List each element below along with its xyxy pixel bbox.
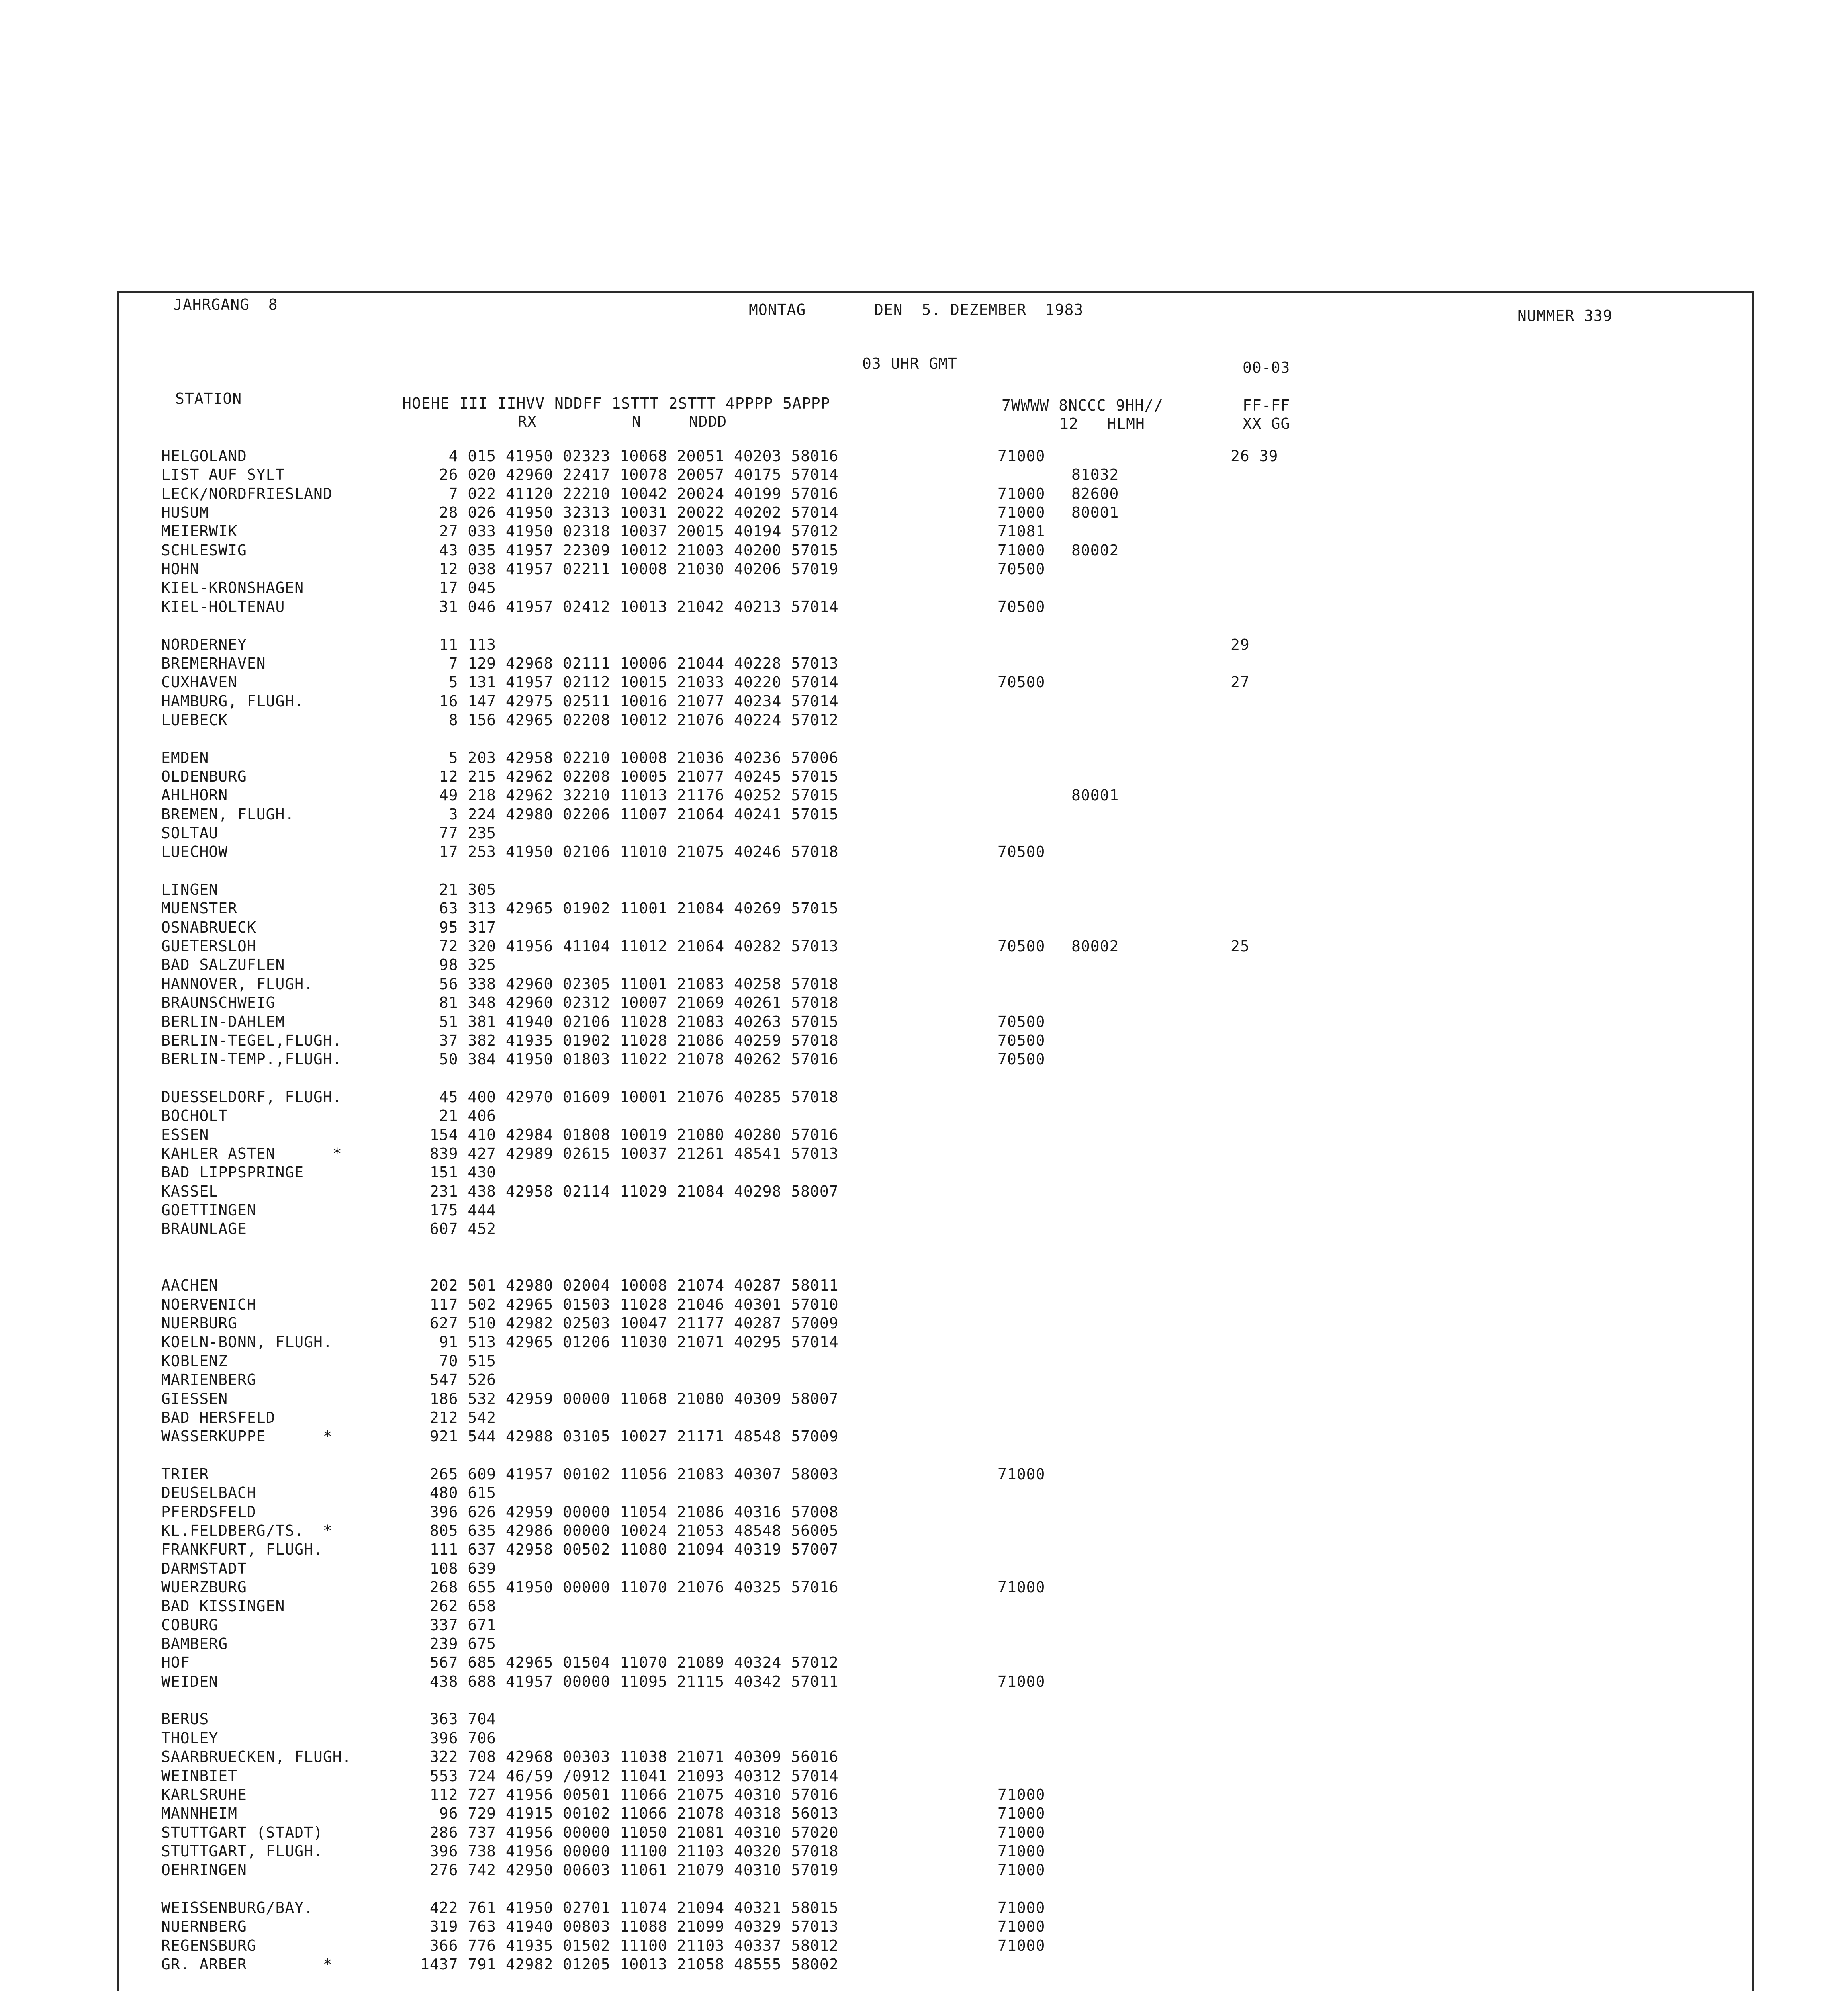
table-row: [0, 447, 1848, 465]
observation-groups: 319 763 41940 00803 11088 21099 40329 57013: [420, 1918, 839, 1935]
table-row: [0, 503, 1848, 522]
observation-groups: 98 325: [420, 956, 497, 974]
table-row: [0, 1352, 1848, 1370]
table-row: [0, 805, 1848, 823]
group7-column-heading: 7WWWW 8NCCC 9HH//: [1002, 397, 1163, 414]
observation-groups: 805 635 42986 00000 10024 21053 48548 56005: [420, 1522, 839, 1539]
station-name: BOCHOLT: [161, 1107, 228, 1125]
station-name: BREMERHAVEN: [161, 655, 266, 672]
station-name: WEISSENBURG/BAY.: [161, 1899, 314, 1917]
station-name: CUXHAVEN: [161, 673, 238, 691]
table-row: [0, 862, 1848, 880]
observation-groups: 21 305: [420, 881, 497, 898]
station-name: AHLHORN: [161, 786, 228, 804]
table-row: [0, 918, 1848, 937]
table-row: [0, 899, 1848, 917]
observation-groups: 422 761 41950 02701 11074 21094 40321 58015: [420, 1899, 839, 1917]
observation-groups: 154 410 42984 01808 10019 21080 40280 57016: [420, 1126, 839, 1144]
observation-groups: 16 147 42975 02511 10016 21077 40234 57014: [420, 692, 839, 710]
group-7: 71000: [998, 1918, 1045, 1935]
observation-groups: 337 671: [420, 1616, 497, 1634]
table-row: [0, 1069, 1848, 1087]
observation-groups: 96 729 41915 00102 11066 21078 40318 56013: [420, 1805, 839, 1822]
observation-groups: 175 444: [420, 1201, 497, 1219]
station-name: SCHLESWIG: [161, 542, 247, 559]
observation-groups: 27 033 41950 02318 10037 20015 40194 57012: [420, 522, 839, 540]
table-row: [0, 1013, 1848, 1031]
group-7: 71000: [998, 1861, 1045, 1879]
table-row: [0, 1936, 1848, 1955]
observation-groups: 366 776 41935 01502 11100 21103 40337 58012: [420, 1937, 839, 1954]
observation-groups: 17 253 41950 02106 11010 21075 40246 57018: [420, 843, 839, 861]
observation-groups: 265 609 41957 00102 11056 21083 40307 58003: [420, 1465, 839, 1483]
observation-groups: 396 706: [420, 1729, 497, 1747]
observation-groups: 12 215 42962 02208 10005 21077 40245 57015: [420, 768, 839, 785]
observation-groups: 51 381 41940 02106 11028 21083 40263 57015: [420, 1013, 839, 1031]
table-row: [0, 1408, 1848, 1427]
station-name: HANNOVER, FLUGH.: [161, 975, 314, 993]
observation-groups: 186 532 42959 00000 11068 21080 40309 58007: [420, 1390, 839, 1408]
station-name: HOF: [161, 1654, 190, 1671]
group-8: 80001: [1071, 504, 1119, 521]
table-row: [0, 1427, 1848, 1445]
station-name: WUERZBURG: [161, 1578, 247, 1596]
group-7: 71000: [998, 1937, 1045, 1954]
observation-groups: 56 338 42960 02305 11001 21083 40258 57018: [420, 975, 839, 993]
table-row: [0, 1767, 1848, 1785]
table-row: [0, 730, 1848, 748]
group-7: 71000: [998, 485, 1045, 503]
observation-groups: 553 724 46/59 /0912 11041 21093 40312 57014: [420, 1767, 839, 1785]
group-8: 82600: [1071, 485, 1119, 503]
observation-groups: 607 452: [420, 1220, 497, 1238]
table-row: [0, 1390, 1848, 1408]
table-row: [0, 1710, 1848, 1728]
table-row: [0, 1503, 1848, 1521]
groups-column-subheading: RX N NDDD: [518, 413, 727, 430]
observation-groups: 12 038 41957 02211 10008 21030 40206 57019: [420, 560, 839, 578]
group-7: 71000: [998, 1824, 1045, 1841]
table-row: [0, 1823, 1848, 1842]
table-row: [0, 1107, 1848, 1125]
station-name: KARLSRUHE: [161, 1786, 247, 1803]
table-row: [0, 956, 1848, 974]
observation-groups: 438 688 41957 00000 11095 21115 40342 57011: [420, 1673, 839, 1690]
station-name: GR. ARBER *: [161, 1956, 333, 1973]
ff-column-subheading: XX GG: [1243, 415, 1290, 432]
observation-groups: 21 406: [420, 1107, 497, 1125]
observation-groups: 7 129 42968 02111 10006 21044 40228 57013: [420, 655, 839, 672]
observation-groups: 31 046 41957 02412 10013 21042 40213 57014: [420, 598, 839, 616]
station-name: DUESSELDORF, FLUGH.: [161, 1088, 342, 1106]
group-7: 71081: [998, 522, 1045, 540]
station-name: HUSUM: [161, 504, 209, 521]
table-row: [0, 1748, 1848, 1766]
date-label: DEN 5. DEZEMBER 1983: [874, 301, 1084, 319]
group-8: 80002: [1071, 542, 1119, 559]
table-row: [0, 1616, 1848, 1634]
observation-groups: 262 658: [420, 1597, 497, 1615]
gust-values: 26 39: [1231, 447, 1278, 465]
observation-groups: 627 510 42982 02503 10047 21177 40287 57009: [420, 1314, 839, 1332]
group-7: 71000: [998, 1805, 1045, 1822]
station-name: THOLEY: [161, 1729, 219, 1747]
station-name: REGENSBURG: [161, 1937, 256, 1954]
observation-groups: 117 502 42965 01503 11028 21046 40301 57010: [420, 1296, 839, 1313]
table-row: [0, 598, 1848, 616]
observation-groups: 286 737 41956 00000 11050 21081 40310 57020: [420, 1824, 839, 1841]
table-row: [0, 673, 1848, 691]
station-name: MEIERWIK: [161, 522, 238, 540]
station-name: DARMSTADT: [161, 1560, 247, 1577]
observation-groups: 3 224 42980 02206 11007 21064 40241 57015: [420, 806, 839, 823]
station-name: NUERNBERG: [161, 1918, 247, 1935]
station-name: LECK/NORDFRIESLAND: [161, 485, 333, 503]
table-row: [0, 1314, 1848, 1332]
station-name: NOERVENICH: [161, 1296, 256, 1313]
group-8: 80002: [1071, 937, 1119, 955]
station-name: BREMEN, FLUGH.: [161, 806, 295, 823]
table-row: [0, 1276, 1848, 1295]
station-name: MARIENBERG: [161, 1371, 256, 1389]
observation-groups: 151 430: [420, 1164, 497, 1181]
table-row: [0, 465, 1848, 484]
observation-groups: 396 738 41956 00000 11100 21103 40320 57018: [420, 1842, 839, 1860]
station-name: NORDERNEY: [161, 636, 247, 653]
table-row: [0, 1144, 1848, 1163]
group-7: 70500: [998, 937, 1045, 955]
station-name: KOBLENZ: [161, 1352, 228, 1370]
table-row: [0, 1239, 1848, 1257]
observation-groups: 81 348 42960 02312 10007 21069 40261 57018: [420, 994, 839, 1011]
station-name: OLDENBURG: [161, 768, 247, 785]
table-row: [0, 880, 1848, 899]
table-row: [0, 654, 1848, 673]
observation-groups: 4 015 41950 02323 10068 20051 40203 58016: [420, 447, 839, 465]
table-row: [0, 636, 1848, 654]
observation-groups: 95 317: [420, 919, 497, 936]
station-name: LINGEN: [161, 881, 219, 898]
table-row: [0, 560, 1848, 578]
group-7: 71000: [998, 1465, 1045, 1483]
station-name: NUERBURG: [161, 1314, 238, 1332]
station-name: HOHN: [161, 560, 200, 578]
station-name: LUEBECK: [161, 711, 228, 729]
groups-column-heading: HOEHE III IIHVV NDDFF 1STTT 2STTT 4PPPP 5APPP: [402, 395, 830, 412]
table-row: [0, 1559, 1848, 1578]
group-7: 70500: [998, 598, 1045, 616]
observation-groups: 567 685 42965 01504 11070 21089 40324 57012: [420, 1654, 839, 1671]
observation-groups: 5 131 41957 02112 10015 21033 40220 57014: [420, 673, 839, 691]
table-row: [0, 1371, 1848, 1389]
station-name: BAD SALZUFLEN: [161, 956, 285, 974]
table-row: [0, 579, 1848, 597]
observation-groups: 70 515: [420, 1352, 497, 1370]
table-row: [0, 616, 1848, 635]
station-name: SOLTAU: [161, 824, 219, 842]
station-name: ESSEN: [161, 1126, 209, 1144]
table-row: [0, 1691, 1848, 1709]
station-name: KAHLER ASTEN *: [161, 1145, 342, 1162]
issue-number: NUMMER 339: [1517, 307, 1613, 325]
observation-groups: 37 382 41935 01902 11028 21086 40259 57018: [420, 1032, 839, 1049]
table-row: [0, 1333, 1848, 1351]
station-name: AACHEN: [161, 1277, 219, 1294]
station-column-heading: STATION: [175, 390, 242, 407]
observation-groups: 480 615: [420, 1484, 497, 1502]
station-name: MUENSTER: [161, 900, 238, 917]
table-row: [0, 824, 1848, 842]
observation-groups: 108 639: [420, 1560, 497, 1577]
station-name: SAARBRUECKEN, FLUGH.: [161, 1748, 352, 1766]
group-7: 70500: [998, 1050, 1045, 1068]
table-row: [0, 1088, 1848, 1106]
observation-groups: 396 626 42959 00000 11054 21086 40316 57008: [420, 1503, 839, 1521]
table-row: [0, 1842, 1848, 1860]
group-8: 80001: [1071, 786, 1119, 804]
table-row: [0, 1031, 1848, 1050]
table-row: [0, 937, 1848, 955]
table-row: [0, 1786, 1848, 1804]
observation-groups: 839 427 42989 02615 10037 21261 48541 57013: [420, 1145, 839, 1162]
period-label: 00-03: [1243, 359, 1290, 376]
station-name: BAD HERSFELD: [161, 1409, 276, 1426]
table-row: [0, 749, 1848, 767]
station-name: OSNABRUECK: [161, 919, 256, 936]
table-row: [0, 541, 1848, 559]
observation-groups: 28 026 41950 32313 10031 20022 40202 57014: [420, 504, 839, 521]
group-8: 81032: [1071, 466, 1119, 483]
observation-groups: 11 113: [420, 636, 497, 653]
table-row: [0, 1484, 1848, 1502]
group-7: 71000: [998, 1842, 1045, 1860]
station-name: HELGOLAND: [161, 447, 247, 465]
table-row: [0, 1182, 1848, 1201]
table-row: [0, 1597, 1848, 1615]
observation-groups: 77 235: [420, 824, 497, 842]
observation-groups: 322 708 42968 00303 11038 21071 40309 56016: [420, 1748, 839, 1766]
group-7: 70500: [998, 560, 1045, 578]
station-name: GUETERSLOH: [161, 937, 256, 955]
table-row: [0, 767, 1848, 786]
station-name: BRAUNSCHWEIG: [161, 994, 276, 1011]
observation-groups: 202 501 42980 02004 10008 21074 40287 58011: [420, 1277, 839, 1294]
station-name: EMDEN: [161, 749, 209, 767]
observation-groups: 43 035 41957 22309 10012 21003 40200 57015: [420, 542, 839, 559]
observation-groups: 363 704: [420, 1710, 497, 1728]
observation-groups: 72 320 41956 41104 11012 21064 40282 57013: [420, 937, 839, 955]
station-name: GIESSEN: [161, 1390, 228, 1408]
observation-groups: 5 203 42958 02210 10008 21036 40236 57006: [420, 749, 839, 767]
group-7: 70500: [998, 1013, 1045, 1031]
observation-groups: 276 742 42950 00603 11061 21079 40310 57019: [420, 1861, 839, 1879]
observation-groups: 111 637 42958 00502 11080 21094 40319 57007: [420, 1541, 839, 1558]
station-name: BERLIN-TEMP.,FLUGH.: [161, 1050, 342, 1068]
station-name: TRIER: [161, 1465, 209, 1483]
table-row: [0, 1899, 1848, 1917]
observation-groups: 212 542: [420, 1409, 497, 1426]
station-name: BERLIN-DAHLEM: [161, 1013, 285, 1031]
table-row: [0, 1974, 1848, 1991]
table-row: [0, 1446, 1848, 1465]
station-name: WEINBIET: [161, 1767, 238, 1785]
observation-groups: 49 218 42962 32210 11013 21176 40252 57015: [420, 786, 839, 804]
observation-groups: 63 313 42965 01902 11001 21084 40269 57015: [420, 900, 839, 917]
table-row: [0, 975, 1848, 993]
table-row: [0, 1653, 1848, 1672]
observation-time: 03 UHR GMT: [862, 355, 957, 372]
table-row: [0, 1672, 1848, 1691]
observation-groups: 112 727 41956 00501 11066 21075 40310 57016: [420, 1786, 839, 1803]
station-name: PFERDSFELD: [161, 1503, 256, 1521]
station-name: BERUS: [161, 1710, 209, 1728]
station-name: KIEL-HOLTENAU: [161, 598, 285, 616]
gust-values: 27: [1231, 673, 1250, 691]
observation-groups: 547 526: [420, 1371, 497, 1389]
weekday-label: MONTAG: [749, 301, 806, 319]
observation-groups: 50 384 41950 01803 11022 21078 40262 57016: [420, 1050, 839, 1068]
table-row: [0, 1917, 1848, 1936]
table-row: [0, 1220, 1848, 1238]
table-row: [0, 1522, 1848, 1540]
table-row: [0, 1258, 1848, 1276]
station-name: STUTTGART (STADT): [161, 1824, 323, 1841]
group-7: 71000: [998, 542, 1045, 559]
table-row: [0, 1861, 1848, 1879]
table-row: [0, 1465, 1848, 1483]
station-name: COBURG: [161, 1616, 219, 1634]
table-row: [0, 1295, 1848, 1314]
group-7: 71000: [998, 1673, 1045, 1690]
station-name: BAMBERG: [161, 1635, 228, 1653]
table-row: [0, 1635, 1848, 1653]
observation-groups: 921 544 42988 03105 10027 21171 48548 57009: [420, 1428, 839, 1445]
observation-groups: 231 438 42958 02114 11029 21084 40298 58007: [420, 1183, 839, 1200]
table-row: [0, 1126, 1848, 1144]
station-name: OEHRINGEN: [161, 1861, 247, 1879]
station-name: BAD KISSINGEN: [161, 1597, 285, 1615]
observation-groups: 7 022 41120 22210 10042 20024 40199 57016: [420, 485, 839, 503]
group-7: 71000: [998, 1578, 1045, 1596]
table-row: [0, 1729, 1848, 1747]
group-7: 70500: [998, 1032, 1045, 1049]
station-name: BAD LIPPSPRINGE: [161, 1164, 304, 1181]
gust-values: 25: [1231, 937, 1250, 955]
group-7: 70500: [998, 843, 1045, 861]
table-row: [0, 994, 1848, 1012]
table-row: [0, 692, 1848, 710]
ff-column-heading: FF-FF: [1243, 397, 1290, 414]
table-row: [0, 485, 1848, 503]
station-name: KASSEL: [161, 1183, 219, 1200]
group-7: 71000: [998, 504, 1045, 521]
station-name: KOELN-BONN, FLUGH.: [161, 1333, 333, 1351]
station-name: BERLIN-TEGEL,FLUGH.: [161, 1032, 342, 1049]
table-row: [0, 522, 1848, 540]
gust-values: 29: [1231, 636, 1250, 653]
table-row: [0, 1955, 1848, 1973]
group-7: 71000: [998, 447, 1045, 465]
table-row: [0, 1540, 1848, 1559]
table-row: [0, 1201, 1848, 1219]
observation-groups: 26 020 42960 22417 10078 20057 40175 57014: [420, 466, 839, 483]
jahrgang-label: JAHRGANG 8: [173, 296, 278, 313]
station-name: HAMBURG, FLUGH.: [161, 692, 304, 710]
observation-groups: 8 156 42965 02208 10012 21076 40224 57012: [420, 711, 839, 729]
table-row: [0, 1050, 1848, 1068]
station-name: WASSERKUPPE *: [161, 1428, 333, 1445]
station-name: DEUSELBACH: [161, 1484, 256, 1502]
station-name: LIST AUF SYLT: [161, 466, 285, 483]
station-name: WEIDEN: [161, 1673, 219, 1690]
table-row: [0, 1804, 1848, 1823]
group-7: 70500: [998, 673, 1045, 691]
observation-groups: 91 513 42965 01206 11030 21071 40295 57014: [420, 1333, 839, 1351]
group-7: 71000: [998, 1786, 1045, 1803]
observation-groups: 45 400 42970 01609 10001 21076 40285 57018: [420, 1088, 839, 1106]
table-row: [0, 843, 1848, 861]
table-row: [0, 1578, 1848, 1596]
station-name: GOETTINGEN: [161, 1201, 256, 1219]
group-7: 71000: [998, 1899, 1045, 1917]
station-name: KL.FELDBERG/TS. *: [161, 1522, 333, 1539]
table-row: [0, 786, 1848, 804]
station-name: STUTTGART, FLUGH.: [161, 1842, 323, 1860]
group7-column-subheading: 12 HLMH: [1059, 415, 1145, 432]
observation-groups: 1437 791 42982 01205 10013 21058 48555 58002: [420, 1956, 839, 1973]
observation-groups: 239 675: [420, 1635, 497, 1653]
station-name: FRANKFURT, FLUGH.: [161, 1541, 323, 1558]
station-name: LUECHOW: [161, 843, 228, 861]
observation-groups: 268 655 41950 00000 11070 21076 40325 57016: [420, 1578, 839, 1596]
station-name: KIEL-KRONSHAGEN: [161, 579, 304, 597]
table-row: [0, 1880, 1848, 1898]
station-name: MANNHEIM: [161, 1805, 238, 1822]
table-row: [0, 1163, 1848, 1181]
observation-groups: 17 045: [420, 579, 497, 597]
station-name: BRAUNLAGE: [161, 1220, 247, 1238]
table-row: [0, 711, 1848, 729]
